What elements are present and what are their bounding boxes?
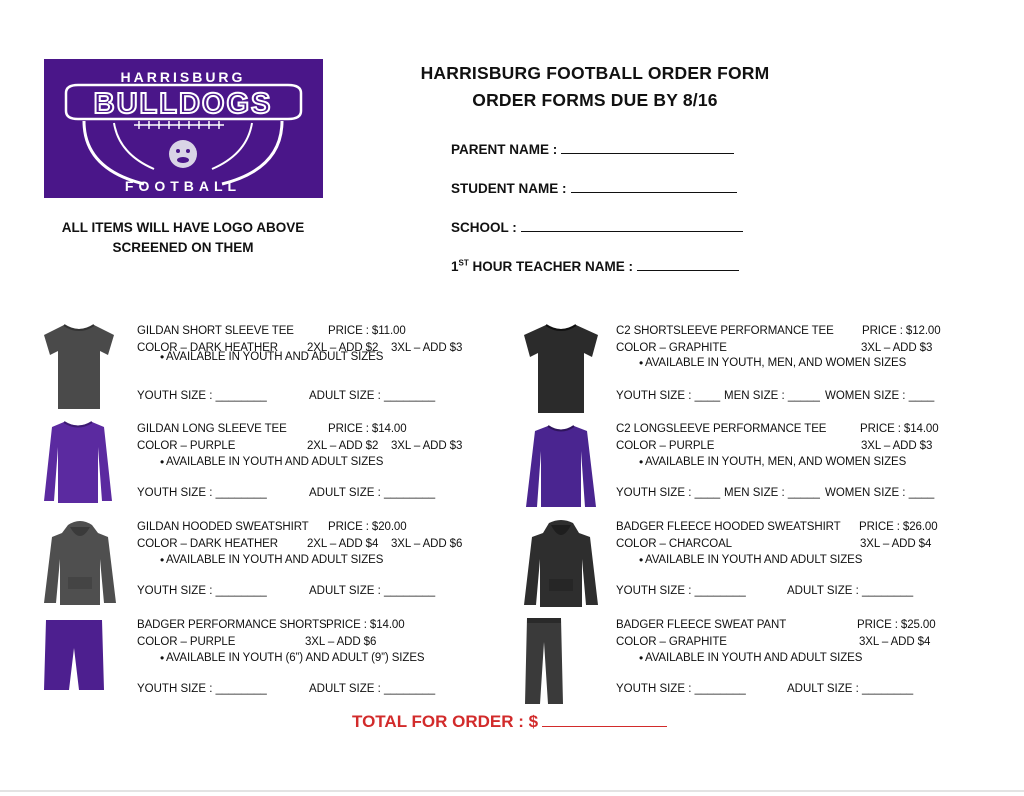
youth-size-field[interactable]: YOUTH SIZE : ________ [137, 487, 267, 499]
availability-note: • AVAILABLE IN YOUTH, MEN, AND WOMEN SIZES [616, 355, 956, 372]
student-name-label: STUDENT NAME : [451, 181, 567, 196]
availability-note: • AVAILABLE IN YOUTH AND ADULT SIZES [137, 454, 482, 471]
shorts-icon [43, 618, 105, 692]
product-gildan-hoodie [137, 519, 482, 569]
product-price: PRICE : $11.00 [328, 325, 406, 337]
youth-size-field[interactable]: YOUTH SIZE : ________ [137, 683, 267, 695]
size-upcharge: 3XL – ADD $3 [391, 341, 463, 354]
product-price: PRICE : $14.00 [328, 423, 407, 435]
tee-shirt-icon [42, 321, 116, 411]
bulldog-icon [169, 140, 197, 168]
adult-size-field[interactable]: ADULT SIZE : ________ [787, 585, 914, 597]
product-c2-short-sleeve [616, 323, 956, 372]
product-color: COLOR – DARK HEATHER [137, 537, 278, 550]
logo-top-text: HARRISBURG [120, 69, 246, 85]
product-color: COLOR – PURPLE [137, 439, 236, 452]
adult-size-field[interactable]: ADULT SIZE : ________ [309, 585, 436, 597]
adult-size-field[interactable]: ADULT SIZE : ________ [309, 683, 436, 695]
size-upcharge: 3XL – ADD $6 [391, 537, 463, 550]
size-upcharge: 3XL – ADD $3 [391, 439, 463, 452]
adult-size-field[interactable]: ADULT SIZE : ________ [787, 683, 914, 695]
size-upcharge: 2XL – ADD $2 [307, 341, 379, 354]
availability-note: • AVAILABLE IN YOUTH AND ADULT SIZES [137, 349, 482, 366]
teacher-name-label: HOUR TEACHER NAME : [468, 259, 633, 274]
school-field[interactable] [451, 218, 743, 235]
men-size-field[interactable]: MEN SIZE : _____ [724, 487, 820, 499]
product-price: PRICE : $20.00 [328, 521, 407, 533]
teacher-label-num: 1 [451, 259, 459, 274]
product-color: COLOR – GRAPHITE [616, 635, 727, 648]
men-size-field[interactable]: MEN SIZE : _____ [724, 390, 820, 402]
size-upcharge: 3XL – ADD $6 [305, 635, 377, 648]
long-sleeve-performance-icon [524, 423, 598, 509]
product-color: COLOR – DARK HEATHER [137, 341, 278, 354]
size-entry-row[interactable] [616, 683, 946, 699]
product-gildan-short-sleeve [137, 323, 482, 366]
women-size-field[interactable]: WOMEN SIZE : ____ [825, 390, 935, 402]
size-upcharge: 2XL – ADD $2 [307, 439, 379, 452]
size-entry-row[interactable] [616, 390, 946, 406]
product-badger-fleece-hoodie [616, 519, 956, 569]
logo-main-text: BULLDOGS [93, 88, 273, 120]
availability-note: • AVAILABLE IN YOUTH, MEN, AND WOMEN SIZES [616, 454, 956, 471]
teacher-label-sup: ST [458, 258, 469, 268]
product-name: C2 LONGSLEEVE PERFORMANCE TEE [616, 423, 827, 435]
logo-note: ALL ITEMS WILL HAVE LOGO ABOVE SCREENED ON THEM [61, 220, 305, 255]
adult-size-field[interactable]: ADULT SIZE : ________ [309, 390, 436, 402]
fleece-hoodie-icon [522, 519, 600, 609]
logo-bottom-text: FOOTBALL [124, 178, 242, 194]
size-entry-row[interactable] [616, 585, 946, 601]
teacher-name-field[interactable] [451, 257, 739, 274]
product-badger-sweat-pant [616, 617, 956, 667]
school-label: SCHOOL : [451, 220, 517, 235]
availability-note: • AVAILABLE IN YOUTH AND ADULT SIZES [137, 552, 482, 569]
hoodie-icon [42, 519, 118, 607]
youth-size-field[interactable]: YOUTH SIZE : ____ [616, 390, 721, 402]
product-color: COLOR – GRAPHITE [616, 341, 727, 354]
parent-name-field[interactable] [451, 140, 734, 157]
product-name: GILDAN HOODED SWEATSHIRT [137, 521, 309, 533]
product-color: COLOR – PURPLE [137, 635, 236, 648]
size-entry-row[interactable] [137, 487, 457, 503]
product-price: PRICE : $12.00 [862, 325, 941, 337]
size-entry-row[interactable] [137, 683, 457, 699]
order-total-field[interactable] [352, 712, 667, 732]
size-upcharge: 3XL – ADD $4 [859, 635, 931, 648]
size-entry-row[interactable] [137, 585, 457, 601]
product-price: PRICE : $14.00 [326, 619, 405, 631]
product-name: GILDAN SHORT SLEEVE TEE [137, 325, 294, 337]
size-entry-row[interactable] [137, 390, 457, 406]
sweat-pant-icon [524, 616, 564, 710]
youth-size-field[interactable]: YOUTH SIZE : ________ [616, 683, 746, 695]
student-name-field[interactable] [451, 179, 737, 196]
youth-size-field[interactable]: YOUTH SIZE : ________ [137, 390, 267, 402]
bulldogs-logo [44, 59, 323, 198]
product-price: PRICE : $25.00 [857, 619, 936, 631]
availability-note: • AVAILABLE IN YOUTH (6”) AND ADULT (9”) SIZES [137, 650, 482, 667]
availability-note: • AVAILABLE IN YOUTH AND ADULT SIZES [616, 650, 956, 667]
product-price: PRICE : $26.00 [859, 521, 938, 533]
parent-name-label: PARENT NAME : [451, 142, 558, 157]
form-subtitle: ORDER FORMS DUE BY 8/16 [472, 90, 718, 110]
size-upcharge: 2XL – ADD $4 [307, 537, 379, 550]
product-name: BADGER FLEECE HOODED SWEATSHIRT [616, 521, 841, 533]
product-name: C2 SHORTSLEEVE PERFORMANCE TEE [616, 325, 834, 337]
product-c2-long-sleeve [616, 421, 956, 471]
availability-note: • AVAILABLE IN YOUTH AND ADULT SIZES [616, 552, 956, 569]
size-entry-row[interactable] [616, 487, 946, 503]
long-sleeve-shirt-icon [42, 419, 114, 505]
product-name: GILDAN LONG SLEEVE TEE [137, 423, 287, 435]
women-size-field[interactable]: WOMEN SIZE : ____ [825, 487, 935, 499]
youth-size-field[interactable]: YOUTH SIZE : ________ [616, 585, 746, 597]
youth-size-field[interactable]: YOUTH SIZE : ________ [137, 585, 267, 597]
product-name: BADGER FLEECE SWEAT PANT [616, 619, 787, 631]
product-badger-shorts [137, 617, 482, 667]
size-upcharge: 3XL – ADD $4 [860, 537, 932, 550]
size-upcharge: 3XL – ADD $3 [861, 439, 933, 452]
product-price: PRICE : $14.00 [860, 423, 939, 435]
page-divider [0, 790, 1024, 792]
product-color: COLOR – PURPLE [616, 439, 715, 452]
youth-size-field[interactable]: YOUTH SIZE : ____ [616, 487, 721, 499]
product-name: BADGER PERFORMANCE SHORTS [137, 619, 327, 631]
performance-tee-icon [522, 321, 600, 415]
product-color: COLOR – CHARCOAL [616, 537, 732, 550]
size-upcharge: 3XL – ADD $3 [861, 341, 933, 354]
product-gildan-long-sleeve [137, 421, 482, 471]
form-title: HARRISBURG FOOTBALL ORDER FORM [420, 63, 770, 83]
adult-size-field[interactable]: ADULT SIZE : ________ [309, 487, 436, 499]
order-total-label: TOTAL FOR ORDER : $ [352, 712, 539, 731]
